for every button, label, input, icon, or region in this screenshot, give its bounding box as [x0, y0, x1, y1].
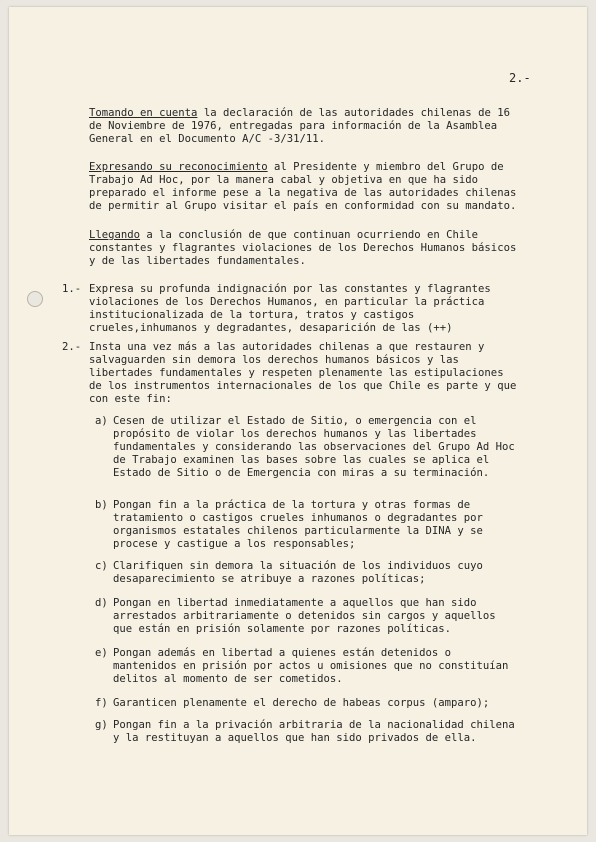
- page-number: 2.-: [509, 71, 531, 85]
- subitem-d-text: Pongan en libertad inmediatamente a aquellos que han sido arrestados arbitrariamente o detenidos sin cargos y aquellos que están en prisión solamente por razones políticas.: [113, 597, 496, 635]
- preamble-2-lead: Expresando su reconocimiento: [89, 161, 268, 173]
- preamble-1-text: la declaración de las autoridades chilenas de 16 de Noviembre de 1976, entregadas para información de la Asamblea General en el Documento A/C -3/31/11.: [89, 107, 510, 145]
- subitem-a-text: Cesen de utilizar el Estado de Sitio, o emergencia con el propósito de violar los derechos humanos y las libertades fundamentales y considerando las observaciones del Grupo Ad Hoc de Trabajo examinen las bases sobre las cuales se aplica el Estado de Sitio o de Emergencia con miras a su terminación.: [113, 415, 515, 479]
- preamble-1-lead: Tomando en cuenta: [89, 107, 198, 119]
- subitem-e-label: e): [95, 647, 108, 659]
- preamble-2-text: al Presidente y miembro del Grupo de Trabajo Ad Hoc, por la manera cabal y objetiva en que ha sido preparado el informe pese a la negativa de las autoridades chilenas de permitir al Grupo visitar el país en conformidad con su mandato.: [89, 161, 517, 212]
- subitem-e-text: Pongan además en libertad a quienes están detenidos o mantenidos en prisión por actos u omisiones que no constituían delitos al momento de ser cometidos.: [113, 647, 509, 685]
- subitem-a: [95, 415, 521, 480]
- subitem-d: [95, 597, 521, 636]
- subitem-c: [95, 560, 521, 586]
- subitem-f-label: f): [95, 697, 108, 709]
- item-1-number: 1.-: [62, 283, 82, 295]
- subitem-d-label: d): [95, 597, 108, 609]
- subitem-b-label: b): [95, 499, 108, 511]
- paragraph-preamble-3: [89, 229, 521, 268]
- item-2-number: 2.-: [62, 341, 82, 353]
- subitem-f-text: Garanticen plenamente el derecho de habeas corpus (amparo);: [113, 697, 490, 709]
- subitem-g-text: Pongan fin a la privación arbitraria de la nacionalidad chilena y la restituyan a aquellos que han sido privados de ella.: [113, 719, 515, 744]
- preamble-3-lead: Llegando: [89, 229, 141, 241]
- subitem-b-text: Pongan fin a la práctica de la tortura y otras formas de tratamiento o castigos crueles inhumanos o degradantes por organismos estatales chilenos particularmente la DINA y se procese y castigue a los responsables;: [113, 499, 483, 550]
- subitem-g-label: g): [95, 719, 108, 731]
- preamble-3-text: a la conclusión de que continuan ocurriendo en Chile constantes y flagrantes violaciones de los Derechos Humanos básicos y de las libertades fundamentales.: [89, 229, 517, 267]
- subitem-e: [95, 647, 521, 686]
- document-page: [9, 7, 587, 835]
- item-2-text: Insta una vez más a las autoridades chilenas a que restauren y salvaguarden sin demora los derechos humanos básicos y las libertades fundamentales y respeten plenamente las estipulaciones de los instrumentos internacionales de los que Chile es parte y que con este fin:: [89, 341, 517, 405]
- paragraph-preamble-2: [89, 161, 521, 213]
- subitem-f: [95, 697, 521, 710]
- subitem-a-label: a): [95, 415, 108, 427]
- subitem-b: [95, 499, 521, 551]
- punch-hole: [27, 291, 43, 307]
- item-1-text: Expresa su profunda indignación por las constantes y flagrantes violaciones de los Derechos Humanos, en particular la práctica institucionalizada de la tortura, tratos y castigos crueles,inhumanos y degradantes, desaparición de las (++): [89, 283, 491, 334]
- subitem-c-label: c): [95, 560, 108, 572]
- paragraph-preamble-1: [89, 107, 521, 146]
- subitem-c-text: Clarifiquen sin demora la situación de los individuos cuyo desaparecimiento se atribuye a razones políticas;: [113, 560, 483, 585]
- subitem-g: [95, 719, 521, 745]
